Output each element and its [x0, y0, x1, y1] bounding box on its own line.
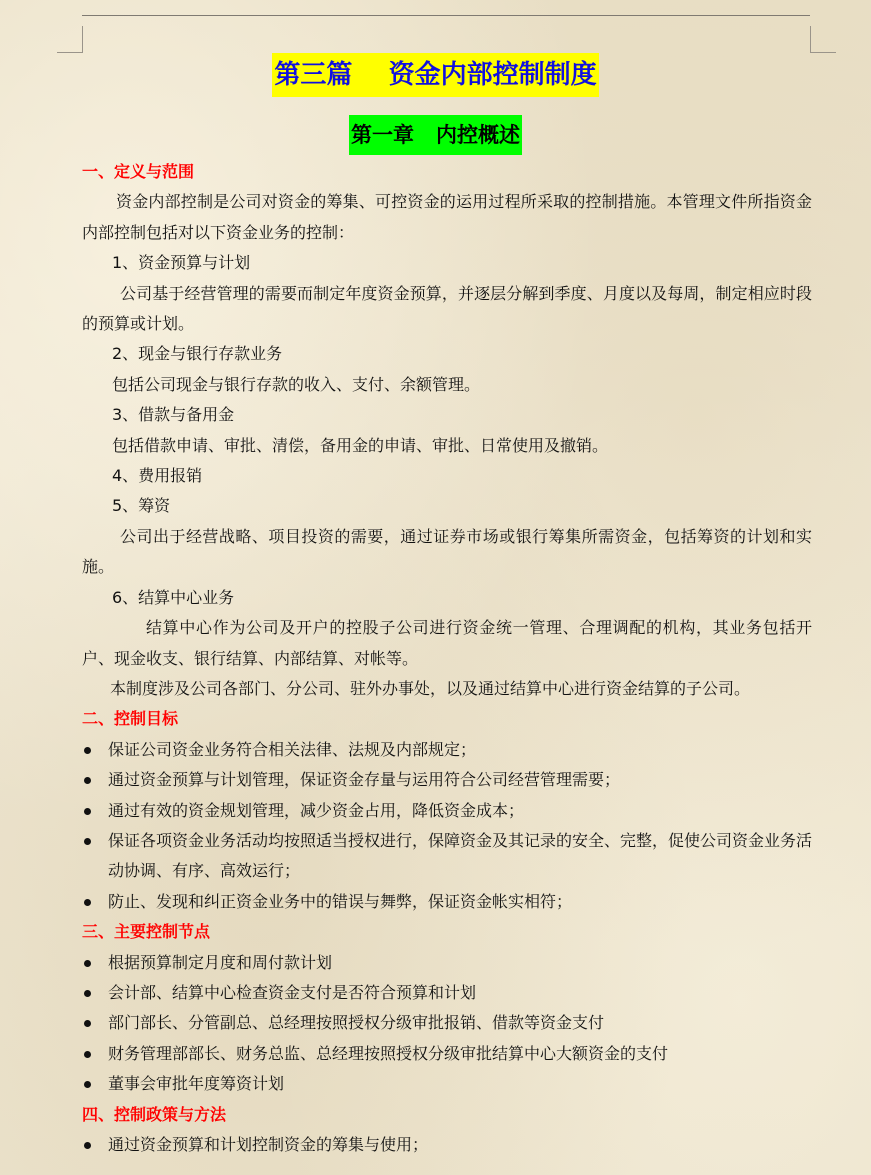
section-heading: 一、定义与范围 — [82, 162, 195, 181]
control-methods-list — [82, 1130, 812, 1160]
scope-item-title: 3、借款与备用金 — [112, 405, 235, 425]
bullet-icon — [84, 808, 91, 815]
list-item: 保证公司资金业务符合相关法律、法规及内部规定； — [82, 735, 812, 765]
scope-item-title: 5、筹资 — [112, 496, 171, 516]
list-item: 财务管理部部长、财务总监、总经理按照授权分级审批结算中心大额资金的支付 — [82, 1039, 812, 1069]
chapter-title: 第一章 内控概述 — [349, 115, 522, 155]
control-objectives-list — [82, 735, 812, 917]
scope-item-title: 2、现金与银行存款业务 — [112, 344, 283, 364]
bullet-icon — [84, 990, 91, 997]
section-intro: 资金内部控制是公司对资金的筹集、可控资金的运用过程所采取的控制措施。本管理文件所指资金内部控制包括对以下资金业务的控制： — [82, 192, 812, 242]
part-title-container — [0, 53, 871, 97]
scope-item-body: 结算中心作为公司及开户的控股子公司进行资金统一管理、合理调配的机构，其业务包括开户、现金收支、银行结算、内部结算、对帐等。 — [82, 618, 812, 668]
list-item: 防止、发现和纠正资金业务中的错误与舞弊，保证资金帐实相符； — [82, 887, 812, 917]
scope-item-body: 包括借款申请、审批、清偿，备用金的申请、审批、日常使用及撤销。 — [112, 435, 609, 455]
list-item: 部门部长、分管副总、总经理按照授权分级审批报销、借款等资金支付 — [82, 1008, 812, 1038]
margin-corner-mark-left — [57, 26, 83, 53]
bullet-icon — [84, 960, 91, 967]
document-body — [82, 157, 812, 1160]
control-nodes-list — [82, 948, 812, 1100]
list-item: 通过有效的资金规划管理，减少资金占用，降低资金成本； — [82, 796, 812, 826]
bullet-icon — [84, 1081, 91, 1088]
bullet-icon — [84, 1142, 91, 1149]
section-heading: 四、控制政策与方法 — [82, 1104, 227, 1124]
header-rule — [82, 15, 810, 16]
chapter-title-container — [0, 115, 871, 155]
bullet-icon — [84, 1020, 91, 1027]
list-item: 保证各项资金业务活动均按照适当授权进行，保障资金及其记录的安全、完整，促使公司资金业务活动协调、有序、高效运行； — [82, 826, 812, 887]
bullet-icon — [84, 838, 91, 845]
list-item: 通过资金预算与计划管理，保证资金存量与运用符合公司经营管理需要； — [82, 765, 812, 795]
list-item: 会计部、结算中心检查资金支付是否符合预算和计划 — [82, 978, 812, 1008]
part-title: 第三篇 资金内部控制制度 — [272, 53, 598, 97]
list-item: 通过资金预算和计划控制资金的筹集与使用； — [82, 1130, 812, 1160]
margin-corner-mark-right — [810, 26, 836, 53]
bullet-icon — [84, 747, 91, 754]
list-item: 董事会审批年度筹资计划 — [82, 1069, 812, 1099]
bullet-icon — [84, 777, 91, 784]
bullet-icon — [84, 1051, 91, 1058]
scope-item-title: 4、费用报销 — [112, 466, 203, 486]
scope-item-title: 6、结算中心业务 — [112, 587, 235, 607]
scope-item-body: 公司基于经营管理的需要而制定年度资金预算，并逐层分解到季度、月度以及每周，制定相应时段的预算或计划。 — [82, 283, 812, 334]
scope-closing: 本制度涉及公司各部门、分公司、驻外办事处，以及通过结算中心进行资金结算的子公司。 — [110, 678, 751, 698]
scope-item-title: 1、资金预算与计划 — [112, 253, 251, 273]
list-item: 根据预算制定月度和周付款计划 — [82, 948, 812, 978]
section-heading: 三、主要控制节点 — [82, 922, 211, 942]
scope-item-body: 包括公司现金与银行存款的收入、支付、余额管理。 — [112, 374, 481, 394]
section-heading: 二、控制目标 — [82, 709, 179, 729]
scope-item-body: 公司出于经营战略、项目投资的需要，通过证券市场或银行筹集所需资金，包括筹资的计划和实施。 — [82, 526, 812, 577]
bullet-icon — [84, 899, 91, 906]
